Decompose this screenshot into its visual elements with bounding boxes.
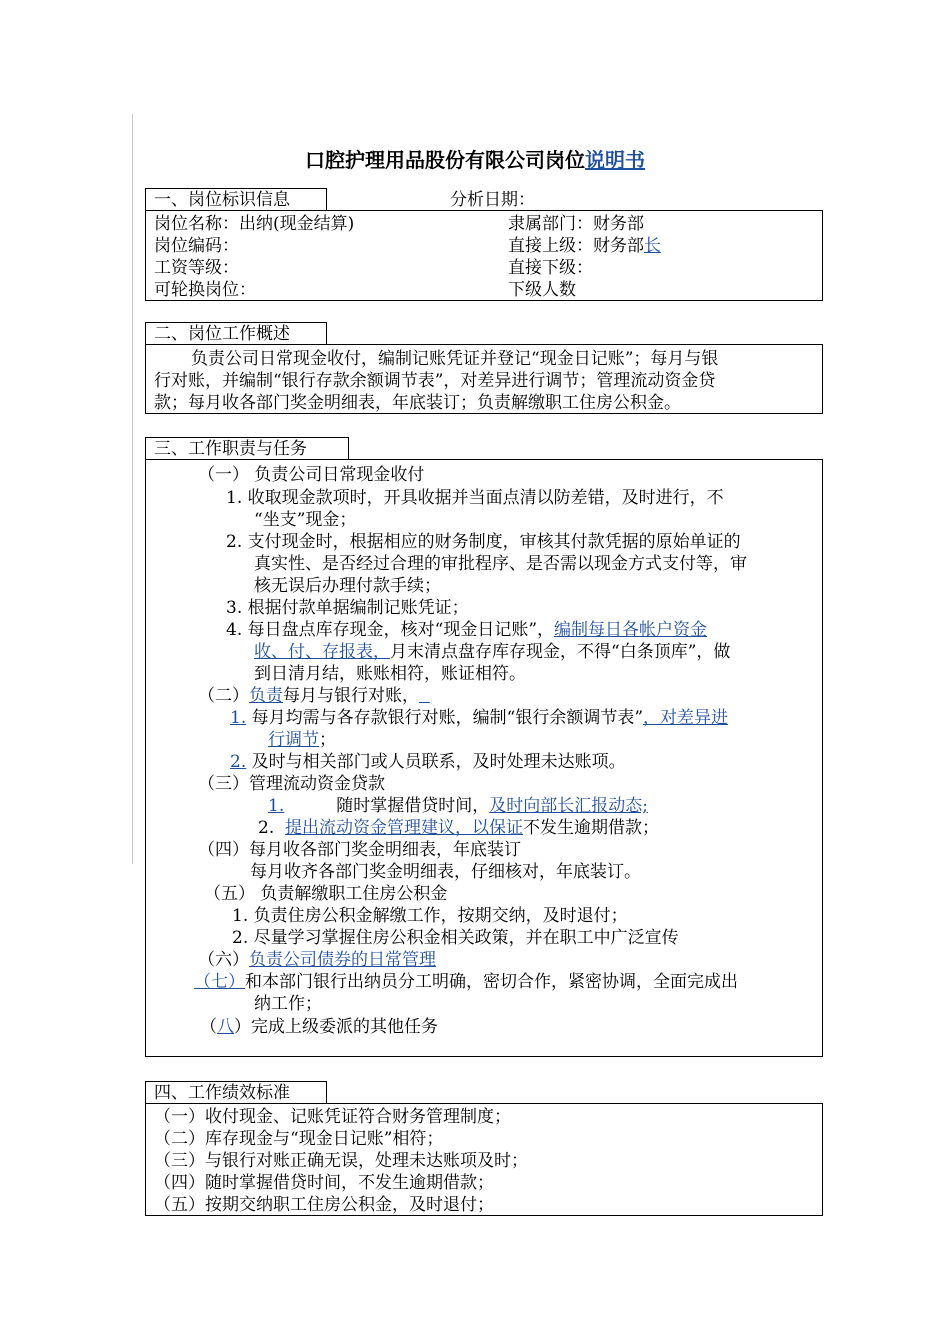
- duty-item-number[interactable]: 1.: [230, 708, 247, 728]
- duty-item: 2. 支付现金时，根据相应的财务制度，审核其付款凭据的原始单证的: [226, 532, 741, 552]
- duty-item: [230, 751, 626, 773]
- kpi-item: （四）随时掌握借贷时间，不发生逾期借款；: [154, 1173, 494, 1193]
- duty-title: （一） 负责公司日常现金收付: [198, 465, 425, 485]
- duty-item: [268, 795, 648, 817]
- duty-item-link[interactable]: 提出流动资金管理建议，以保证: [285, 818, 524, 838]
- direct-superior-text: 直接上级：财务部: [508, 236, 644, 256]
- summary-line: 负责公司日常现金收付，编制记账凭证并登记“现金日记账”；每月与银: [191, 349, 719, 369]
- duty-title-text: ）完成上级委派的其他任务: [234, 1017, 438, 1037]
- summary-line: 款；每月收各部门奖金明细表，年底装订；负责解缴职工住房公积金。: [154, 393, 681, 413]
- duty-title-link[interactable]: 负责: [249, 686, 283, 706]
- salary-grade: 工资等级：: [154, 258, 239, 278]
- direct-superior-link[interactable]: 长: [644, 236, 661, 256]
- kpi-item: （三）与银行对账正确无误，处理未达账项及时；: [154, 1151, 528, 1171]
- duty-title-link[interactable]: （七）: [194, 972, 245, 992]
- duty-item-link[interactable]: 及时向部长汇报动态;: [489, 796, 648, 816]
- duty-item-text: 随时掌握借贷时间，: [336, 796, 490, 816]
- duty-item-number[interactable]: 1.: [268, 796, 285, 816]
- duty-item-number: 2.: [258, 818, 275, 838]
- title-link[interactable]: 说明书: [585, 148, 645, 172]
- duty-item: 到日清月结，账账相符，账证相符。: [254, 664, 526, 684]
- section3-heading: 三、工作职责与任务: [145, 437, 349, 460]
- duty-item: [268, 729, 336, 751]
- duty-item: 每月收齐各部门奖金明细表，仔细核对，年底装订。: [250, 862, 641, 882]
- duty-item-link[interactable]: 收、付、存报表，: [254, 642, 390, 662]
- duty-item: 1. 收取现金款项时，开具收据并当面点清以防差错，及时进行，不: [226, 488, 724, 508]
- duty-item: 真实性、是否经过合理的审批程序、是否需以现金方式支付等，审: [254, 554, 747, 574]
- duty-item: [258, 817, 659, 839]
- duty-item: 核无误后办理付款手续；: [254, 576, 441, 596]
- duty-title-text: （六）: [198, 950, 249, 970]
- duty-item: [226, 619, 707, 641]
- duty-title: [200, 1016, 438, 1038]
- duty-item-text: ；: [319, 730, 336, 750]
- duty-title-link[interactable]: 负责公司债券的日常管理: [249, 950, 436, 970]
- duty-title: [194, 971, 738, 993]
- duty-title-text: （: [200, 1017, 217, 1037]
- duty-title-text: 和本部门银行出纳员分工明确，密切合作，紧密协调，全面完成出: [245, 972, 738, 992]
- subordinate-count: 下级人数: [508, 280, 576, 300]
- duty-title: [198, 685, 430, 707]
- duty-item-text: 不发生逾期借款；: [523, 818, 660, 838]
- kpi-item: （二）库存现金与“现金日记账”相符；: [154, 1129, 444, 1149]
- section2-heading: 二、岗位工作概述: [145, 322, 327, 345]
- page-margin-line: [132, 114, 133, 864]
- duty-title-link[interactable]: 八: [217, 1017, 234, 1037]
- duty-item: [230, 707, 728, 729]
- section1-heading: 一、岗位标识信息: [145, 188, 327, 211]
- duty-title: 纳工作；: [254, 994, 322, 1014]
- section4-heading: 四、工作绩效标准: [145, 1081, 327, 1104]
- duty-title: （三）管理流动资金贷款: [198, 774, 385, 794]
- duty-item-text: 月末清点盘存库存现金，不得“白条顶库”，做: [390, 642, 731, 662]
- duty-item-link[interactable]: ，对差异进: [643, 708, 729, 728]
- analysis-date-label: 分析日期：: [450, 190, 535, 210]
- duty-item: “坐支”现金；: [254, 510, 357, 530]
- section1-box: [145, 210, 823, 301]
- duty-item-link[interactable]: 行调节: [268, 730, 319, 750]
- duty-item-text: 及时与相关部门或人员联系，及时处理未达账项。: [251, 752, 626, 772]
- duty-item-text: 4. 每日盘点库存现金，核对“现金日记账”，: [226, 620, 555, 640]
- duty-item: [254, 641, 730, 663]
- section2-box: [145, 344, 823, 414]
- post-code: 岗位编码：: [154, 236, 239, 256]
- section4-box: [145, 1103, 823, 1216]
- post-name: 岗位名称：出纳(现金结算): [154, 214, 355, 234]
- summary-line: 行对账，并编制“银行存款余额调节表”，对差异进行调节；管理流动资金贷: [154, 371, 716, 391]
- duty-item-number[interactable]: 2.: [230, 752, 247, 772]
- duty-title: （五） 负责解缴职工住房公积金: [204, 884, 448, 904]
- duty-title-text: 每月与银行对账，: [283, 686, 419, 706]
- duty-item-text: 每月均需与各存款银行对账，编制“银行余额调节表”: [251, 708, 644, 728]
- duty-title-text: （二）: [198, 686, 249, 706]
- duty-title: [198, 949, 436, 971]
- document-title: [0, 144, 950, 173]
- title-main: 口腔护理用品股份有限公司岗位: [305, 148, 585, 172]
- kpi-item: （一）收付现金、记账凭证符合财务管理制度；: [154, 1107, 511, 1127]
- direct-superior: [508, 235, 661, 257]
- duty-title: （四）每月收各部门奖金明细表，年底装订: [198, 840, 521, 860]
- duty-title-link[interactable]: [419, 686, 430, 706]
- direct-subordinate: 直接下级：: [508, 258, 593, 278]
- department: 隶属部门：财务部: [508, 214, 644, 234]
- duty-item: 1. 负责住房公积金解缴工作，按期交纳，及时退付；: [232, 906, 628, 926]
- rotatable-post: 可轮换岗位：: [154, 280, 256, 300]
- section3-box: [145, 459, 823, 1057]
- duty-item: 3. 根据付款单据编制记账凭证；: [226, 598, 469, 618]
- kpi-item: （五）按期交纳职工住房公积金，及时退付；: [154, 1195, 494, 1215]
- duty-item-link[interactable]: 编制每日各帐户资金: [554, 620, 708, 640]
- duty-item: 2. 尽量学习掌握住房公积金相关政策，并在职工中广泛宣传: [232, 928, 679, 948]
